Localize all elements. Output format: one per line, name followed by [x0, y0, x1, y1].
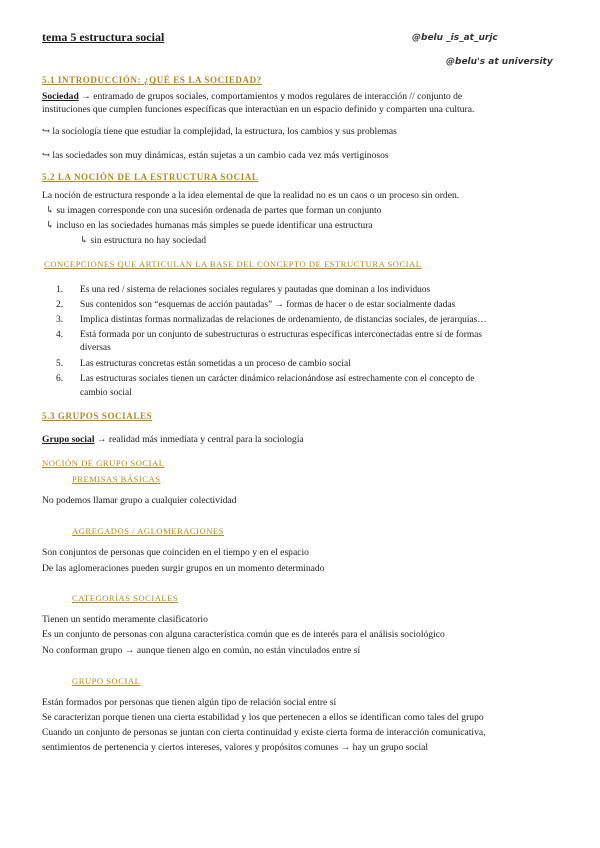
- subsection-heading: PREMISAS BÁSICAS: [72, 474, 161, 484]
- note-line: ↪ las sociedades son muy dinámicas, están sujetas a un cambio cada vez más vertiginosos: [42, 150, 389, 161]
- list-item: 5. Las estructuras concretas están sometidas a un proceso de cambio social: [56, 359, 351, 369]
- paragraph: Es un conjunto de personas con alguna característica común que es de interés para el análisis sociológico: [42, 629, 445, 640]
- definition-continuation: instituciones que cumplen funciones específicas que interactúan en un espacio definido y comparten una cultura.: [42, 104, 475, 115]
- definition-grupo-social: [42, 434, 304, 445]
- section-heading-5-2: 5.2 LA NOCIÓN DE LA ESTRUCTURA SOCIAL: [42, 172, 259, 182]
- paragraph: No podemos llamar grupo a cualquier colectividad: [42, 495, 237, 506]
- subsection-heading: AGREGADOS / AGLOMERACIONES: [72, 526, 224, 536]
- paragraph: Cuando un conjunto de personas se juntan con cierta continuidad y existe cierta forma de interacción comunicativa,: [42, 727, 486, 738]
- note-line: ↳ sin estructura no hay sociedad: [80, 235, 207, 246]
- subsection-heading: CATEGORÍAS SOCIALES: [72, 593, 179, 603]
- note-line: ↳ su imagen corresponde con una sucesión ordenada de partes que forman un conjunto: [46, 205, 382, 216]
- definition-text: → entramado de grupos sociales, comportamientos y modos regulares de interacción // conjunto de: [78, 91, 463, 102]
- definition-text: → realidad más inmediata y central para la sociología: [94, 434, 304, 445]
- list-item: 1. Es una red / sistema de relaciones sociales regulares y pautadas que dominan a los individuos: [56, 285, 431, 295]
- term-grupo-social: Grupo social: [42, 434, 95, 445]
- paragraph: Tienen un sentido meramente clasificatorio: [42, 614, 208, 625]
- section-heading-5-3: 5.3 GRUPOS SOCIALES: [42, 411, 153, 421]
- subsection-heading: CONCEPCIONES QUE ARTICULAN LA BASE DEL CONCEPTO DE ESTRUCTURA SOCIAL: [44, 259, 422, 269]
- subsection-heading: GRUPO SOCIAL: [72, 676, 141, 686]
- list-item: 2. Sus contenidos son “esquemas de acción pautadas” → formas de hacer o de estar socialmente dadas: [56, 300, 456, 310]
- page-title: tema 5 estructura social: [42, 30, 165, 44]
- paragraph: Están formados por personas que tienen algún tipo de relación social entre sí: [42, 697, 337, 708]
- term-sociedad: Sociedad: [42, 91, 79, 102]
- list-item: diversas: [80, 343, 111, 353]
- paragraph: sentimientos de pertenencia y ciertos intereses, valores y propósitos comunes → hay un grupo social: [42, 742, 429, 753]
- definition-sociedad: [42, 91, 462, 102]
- paragraph: Se caracterizan porque tienen una cierta estabilidad y los que pertenecen a ellos se identifican como tales del grupo: [42, 712, 484, 723]
- author-handle-secondary: @belu's at university: [446, 57, 553, 67]
- author-handle: @belu _is_at_urjc: [412, 33, 498, 43]
- paragraph: La noción de estructura responde a la idea elemental de que la realidad no es un caos o un proceso sin orden.: [42, 190, 460, 201]
- paragraph: Son conjuntos de personas que coinciden en el tiempo y en el espacio: [42, 547, 309, 558]
- note-line: ↪ la sociología tiene que estudiar la complejidad, la estructura, los cambios y sus problemas: [42, 126, 397, 137]
- paragraph: De las aglomeraciones pueden surgir grupos en un momento determinado: [42, 563, 325, 574]
- list-item: 3. Implica distintas formas normalizadas de relaciones de ordenamiento, de distancias sociales, de jerarquías…: [56, 315, 487, 325]
- subsection-heading: NOCIÓN DE GRUPO SOCIAL: [42, 458, 165, 468]
- list-item: cambio social: [80, 388, 132, 398]
- list-item: 4. Está formada por un conjunto de subestructuras o estructuras específicas interconectadas entre sí de formas: [56, 330, 482, 340]
- section-heading-5-1: 5.1 INTRODUCCIÓN: ¿QUÉ ES LA SOCIEDAD?: [42, 75, 262, 85]
- list-item: 6. Las estructuras sociales tienen un carácter dinámico relacionándose así estrechamente con el concepto de: [56, 374, 475, 384]
- paragraph: No conforman grupo → aunque tienen algo en común, no están vinculados entre sí: [42, 645, 361, 656]
- note-line: ↳ incluso en las sociedades humanas más simples se puede identificar una estructura: [46, 220, 373, 231]
